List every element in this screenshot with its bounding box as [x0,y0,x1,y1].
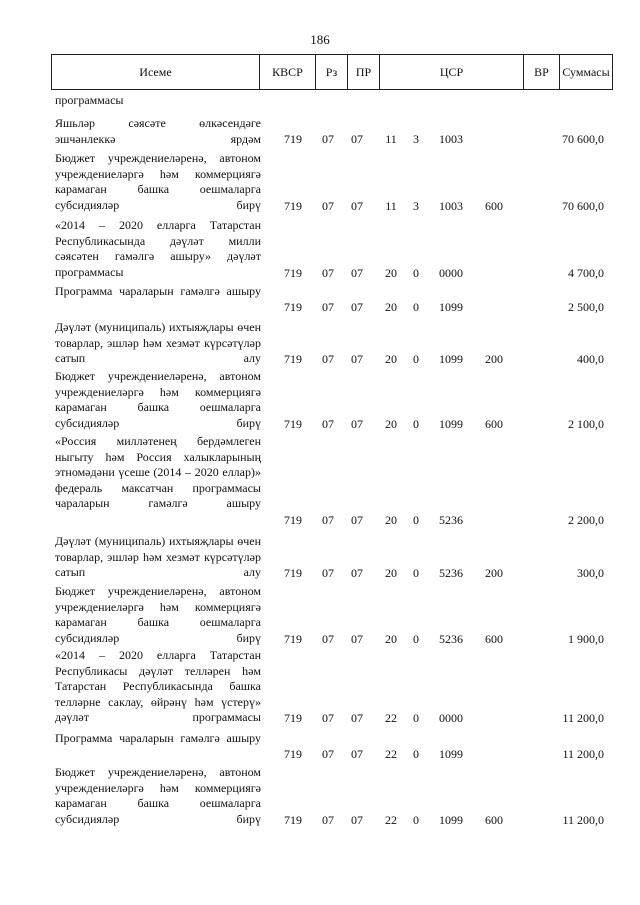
cell-csr2: 0 [413,746,419,761]
cell-vr: 200 [485,565,503,580]
cell-rz: 07 [322,631,334,646]
cell-sum: 11 200,0 [562,710,604,725]
cell-sum: 2 500,0 [568,299,604,314]
cell-sum: 300,0 [577,565,604,580]
row-name: Программа чараларын гамәлгә ашыру [55,284,261,298]
header-pr: ПР [348,55,380,89]
row-name: Бюджет учреждениеләренә, автоном учреждениеләргә һәм коммерциягә карамаган башка оешмаларга субсидияләр бирү [55,765,261,826]
cell-rz: 07 [322,565,334,580]
cell-csr3: 5236 [439,565,463,580]
cell-rz: 07 [322,351,334,366]
cell-sum: 70 600,0 [562,198,604,213]
cell-csr3: 5236 [439,631,463,646]
cell-vr: 600 [485,631,503,646]
header-kvsr: КВСР [260,55,316,89]
cell-sum: 4 700,0 [568,265,604,280]
cell-csr3: 0000 [439,265,463,280]
cell-csr3: 1099 [439,416,463,431]
cell-csr3: 1099 [439,746,463,761]
continuation-text: программасы [55,93,124,107]
cell-csr2: 0 [413,265,419,280]
cell-rz: 07 [322,265,334,280]
cell-csr2: 0 [413,565,419,580]
cell-kvsr: 719 [284,746,302,761]
cell-csr2: 3 [413,198,419,213]
cell-csr2: 3 [413,131,419,146]
cell-rz: 07 [322,198,334,213]
cell-csr2: 0 [413,710,419,725]
cell-pr: 07 [351,565,363,580]
cell-sum: 2 100,0 [568,416,604,431]
cell-vr: 600 [485,812,503,827]
cell-rz: 07 [322,299,334,314]
cell-kvsr: 719 [284,265,302,280]
cell-rz: 07 [322,131,334,146]
cell-csr1: 20 [385,416,397,431]
cell-sum: 2 200,0 [568,512,604,527]
cell-csr3: 1003 [439,198,463,213]
continuation-row [0,93,640,109]
cell-csr2: 0 [413,812,419,827]
cell-rz: 07 [322,746,334,761]
table-row [0,116,640,147]
table-row [0,534,640,581]
cell-csr1: 20 [385,565,397,580]
cell-csr1: 20 [385,299,397,314]
cell-csr1: 22 [385,812,397,827]
cell-pr: 07 [351,265,363,280]
cell-csr3: 5236 [439,512,463,527]
cell-csr1: 22 [385,746,397,761]
table-row [0,648,640,726]
table-row [0,151,640,214]
cell-kvsr: 719 [284,299,302,314]
cell-sum: 11 200,0 [562,746,604,761]
table-row [0,369,640,432]
header-rz: Рз [316,55,348,89]
row-name: Дәүләт (муниципаль) ихтыяҗлары өчен товарлар, эшләр һәм хезмәт күрсәтүләр сатып алу [55,320,261,365]
cell-csr3: 0000 [439,710,463,725]
cell-pr: 07 [351,131,363,146]
cell-csr2: 0 [413,299,419,314]
cell-kvsr: 719 [284,131,302,146]
cell-kvsr: 719 [284,565,302,580]
cell-csr2: 0 [413,416,419,431]
table-header [51,54,613,90]
cell-pr: 07 [351,512,363,527]
cell-kvsr: 719 [284,812,302,827]
cell-kvsr: 719 [284,351,302,366]
header-csr: ЦСР [380,55,524,89]
cell-csr1: 11 [385,198,397,213]
cell-csr3: 1099 [439,351,463,366]
cell-kvsr: 719 [284,198,302,213]
cell-csr1: 20 [385,512,397,527]
cell-sum: 70 600,0 [562,131,604,146]
table-row [0,731,640,762]
row-name: Бюджет учреждениеләренә, автоном учреждениеләргә һәм коммерциягә карамаган башка оешмаларга субсидияләр бирү [55,151,261,212]
cell-csr2: 0 [413,631,419,646]
table-row [0,765,640,828]
header-sum: Суммасы [562,65,610,79]
row-name: Яшьләр сәясәте өлкәсендәге эшчәнлеккә ярдәм [55,116,261,146]
table-row [0,584,640,647]
row-name: Бюджет учреждениеләренә, автоном учреждениеләргә һәм коммерциягә карамаган башка оешмаларга субсидияләр бирү [55,584,261,645]
cell-vr: 200 [485,351,503,366]
header-vr: ВР [524,55,560,89]
page-number: 186 [310,32,330,47]
cell-pr: 07 [351,631,363,646]
table-row [0,218,640,281]
cell-pr: 07 [351,416,363,431]
cell-pr: 07 [351,351,363,366]
cell-sum: 11 200,0 [562,812,604,827]
cell-rz: 07 [322,416,334,431]
cell-csr3: 1099 [439,812,463,827]
cell-rz: 07 [322,710,334,725]
cell-kvsr: 719 [284,512,302,527]
cell-pr: 07 [351,812,363,827]
cell-sum: 1 900,0 [568,631,604,646]
cell-vr: 600 [485,198,503,213]
cell-kvsr: 719 [284,710,302,725]
row-name: «Россия милләтенең бердәмлеген ныгыту һәм Россия халыкларының этномәдәни үсеше (2014 – 2020 еллар)» федераль максатчан программасы чараларын гамәлгә ашыру [55,434,261,510]
cell-csr1: 20 [385,351,397,366]
cell-csr3: 1099 [439,299,463,314]
table-row [0,320,640,367]
cell-csr2: 0 [413,512,419,527]
cell-csr1: 20 [385,631,397,646]
cell-sum: 400,0 [577,351,604,366]
cell-csr1: 20 [385,265,397,280]
cell-csr2: 0 [413,351,419,366]
cell-rz: 07 [322,812,334,827]
cell-pr: 07 [351,198,363,213]
header-name: Исеме [52,55,260,89]
cell-kvsr: 719 [284,631,302,646]
cell-vr: 600 [485,416,503,431]
cell-csr3: 1003 [439,131,463,146]
row-name: «2014 – 2020 елларга Татарстан Республикасы дәүләт телләрен һәм Татарстан Республикасында башка телләрне саклау, өйрәнү һәм үстерү» дәүләт программасы [55,648,261,724]
cell-pr: 07 [351,710,363,725]
table-row [0,434,640,528]
cell-csr1: 11 [385,131,397,146]
row-name: Дәүләт (муниципаль) ихтыяҗлары өчен товарлар, эшләр һәм хезмәт күрсәтүләр сатып алу [55,534,261,579]
row-name: Программа чараларын гамәлгә ашыру [55,731,261,745]
cell-csr1: 22 [385,710,397,725]
cell-pr: 07 [351,299,363,314]
cell-rz: 07 [322,512,334,527]
table-row [0,284,640,315]
cell-pr: 07 [351,746,363,761]
row-name: «2014 – 2020 елларга Татарстан Республикасында дәүләт милли сәясәтен гамәлгә ашыру» дәүләт программасы [55,218,261,279]
row-name: Бюджет учреждениеләренә, автоном учреждениеләргә һәм коммерциягә карамаган башка оешмаларга субсидияләр бирү [55,369,261,430]
cell-kvsr: 719 [284,416,302,431]
